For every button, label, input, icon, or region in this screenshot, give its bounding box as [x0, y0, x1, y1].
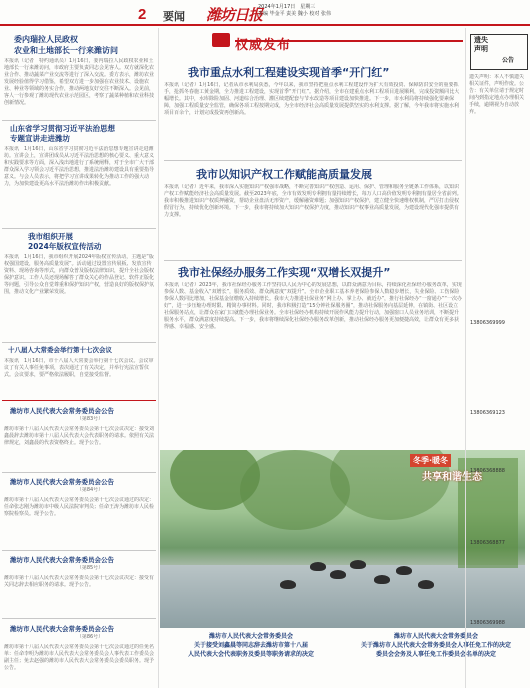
headline-venezuela: 委内瑞拉人民政权 农业和土地部长一行来潍访问	[14, 35, 118, 55]
notice-number: （第85号）	[76, 565, 104, 571]
phone-number: 13806369123	[470, 410, 505, 416]
phone-number: 13806369988	[470, 620, 505, 626]
notice-title: 潍坊市人民代表大会常务委员会公告	[10, 407, 114, 415]
phone-number: 13806368888	[470, 468, 505, 474]
article-body: 本报讯（记者）近年来，我市深入实施知识产权强市战略，不断完善知识产权创造、运用、保护、管理和服务全链条工作体系，以知识产权工作赋能经济社会高质量发展。截至2023年底，全市有效发明专利拥有量持续增长，每万人口高价值发明专利拥有量居全省前列。我市积极推进知识产权质押融资，帮助企业盘活无形资产，缓解融资难题；加强知识产权保护，建立健全快速维权机制，严厉打击侵权假冒行为，持续优化创新环境。下一步，我市将持续加大知识产权保护力度，推动知识产权事业高质量发展，为建设现代化强市提供有力支撑。	[164, 184, 462, 218]
section-banner	[163, 34, 463, 60]
article-body: 本报讯 1月16日，我市组织开展2024年版权宣传活动，主题是“版权强国建设，服务高质量发展”。活动通过设置宣传展板、发放宣传资料、现场咨询等形式，向群众普及版权法律知识，提升全社会版权保护意识。工作人员还现场解答了群众关心的作品登记、软件正版化等问题，引导公众自觉尊重和保护知识产权，营造良好的版权保护氛围，推动文化产业繁荣发展。	[4, 254, 154, 295]
headline-congress: 十八届人大常委会举行第十七次会议	[8, 346, 112, 354]
masthead-meta	[258, 4, 331, 18]
notice-title: 潍坊市人民代表大会常务委员会公告	[10, 478, 114, 486]
photo-tag-secondary: 共享和谐生态	[422, 472, 482, 483]
decision-title-right: 潍坊市人民代表大会常务委员会 关于潍坊市人民代表大会常务委员会人事任免工作的决定 委员会会务及人事任免工作委员会名单的决定	[360, 633, 511, 658]
banner-flag-icon	[212, 33, 230, 47]
notice-body: 潍坊市第十八届人民代表大会常务委员会第十七次会议决定：接受有关同志辞去相应职务的请求。现予公告。	[4, 575, 154, 588]
classified-body: 遗失声明：本人不慎遗失相关证件，声明作废。公告：有关单位请于规定时间内到指定地点办理相关手续，逾期视为自动放弃。	[469, 74, 525, 115]
notice-body: 潍坊市第十八届人民代表大会常务委员会第十七次会议通过的决定：任命张志刚为潍坊市中级人民法院审判员；任命王涛为潍坊市人民检察院检察员。现予公告。	[4, 497, 154, 517]
editors-line: 责编 毕金平 责美 魏小 校对 张伟	[258, 11, 331, 17]
notice-number: （第84号）	[76, 487, 104, 493]
photo-tag: 冬季·暖冬	[410, 454, 451, 467]
article-body: 本报讯（记者）1月16日，记者从市水利局获悉，今年以来，我市坚持把重点水利工程建设作为扩大有效投资、保障防洪安全的重要抓手，抢抓冬春施工黄金期，全力推进工程建设，实现首季“开门红”。据介绍，全市在建重点水利工程项目进展顺利，完成投资额同比大幅增长。其中，水库除险加固、河道综合治理、灌区续建配套与节水改造等项目建设加快推进。下一步，市水利局将持续强化要素保障，加强工程质量安全监管，确保各项工程按期完成，为全市经济社会高质量发展提供坚实的水利支撑。据了解，今年我市将实施水利项目百余个，计划完成投资再创新高。	[164, 82, 460, 116]
phone-number: 13806369999	[470, 320, 505, 326]
article-body: 本报讯 1月16日，山东省学习贯彻习近平法治思想专题宣讲走进潍坊。宣讲会上，宣讲团成员从习近平法治思想的核心要义、重大意义和实践要求等方面，深入浅出地进行了系统阐释，对于全市广大干部群众深入学习领会习近平法治思想，推进法治潍坊建设具有重要指导意义。与会人员表示，将把学习宣讲成果转化为推动工作的强大动力，为加快建设更高水平法治潍坊作出积极贡献。	[4, 146, 154, 187]
notice-title: 潍坊市人民代表大会常务委员会公告	[10, 556, 114, 564]
left-column	[0, 28, 158, 688]
article-body: 本报讯 1月16日，市十八届人大常委会举行第十七次会议。会议审议了有关人事任免事项，表决通过了有关决定，并举行宪法宣誓仪式。会议要求，要严格依法履职，自觉接受监督。	[4, 358, 154, 378]
headline-copyright: 我市组织开展 2024年版权宣传活动	[28, 232, 102, 251]
headline-social: 我市社保经办服务工作实现“双增长双提升”	[178, 266, 391, 279]
banner-title: 权威发布	[235, 38, 292, 53]
page-number: 2	[138, 6, 147, 23]
notice-number: （第83号）	[76, 416, 104, 422]
decision-title-left: 潍坊市人民代表大会常务委员会 关于接受刘鑫晨等同志辞去潍坊市第十八届 人民代表大会代表职务及委员等职务请求的决定	[187, 633, 314, 658]
notice-body: 潍坊市第十八届人民代表大会常务委员会第十七次会议通过的任免名单：任命李明为潍坊市人民代表大会常务委员会人事代表工作委员会副主任；免去赵强的潍坊市人民代表大会常务委员会委员职务。现予公告。	[4, 644, 154, 671]
newspaper-logo: 潍坊日报	[206, 6, 263, 24]
section-name: 要闻	[163, 10, 185, 23]
classified-subtitle: 公告	[502, 57, 515, 64]
notice-title: 潍坊市人民代表大会常务委员会公告	[10, 625, 114, 633]
date-line: 2024年1月17日 星期三	[258, 4, 316, 10]
headline-ip: 我市以知识产权工作赋能高质量发展	[196, 168, 372, 181]
article-body: 本报讯（记者 特约通讯员）1月16日，委内瑞拉人民政权农业和土地部长一行来潍访问，市政府主要负责同志会见客人。双方就深化农业合作、推动蔬菜产业交流等进行了深入交流。委方表示，潍坊农业发展经验值得学习借鉴，希望双方进一步加强在农业技术、设施农业、种业等领域的务实合作，推动两地友好交往不断深入。会见前，客人一行参观了潍坊现代农业示范园区，考察了蔬菜种植和农业科技创新情况。	[4, 58, 154, 106]
phone-number: 13806368877	[470, 540, 505, 546]
notice-body: 潍坊市第十八届人民代表大会常务委员会第十七次会议决定：接受刘鑫晨辞去潍坊市第十八届人民代表大会代表职务的请求。依照有关法律规定，刘鑫晨的代表资格终止。现予公告。	[4, 426, 154, 446]
article-body: 本报讯（记者）2023年，我市社保经办服务工作坚持以人民为中心的发展思想，以群众满意为目标，持续深化社保经办服务改革，实现参保人数、基金收入“双增长”，服务质效、群众满意度“双提升”。全市企业职工基本养老保险参保人数稳步增长，失业保险、工伤保险参保人数同比增加，社保基金征缴收入持续增长。我市大力推进社保业务“网上办、掌上办、就近办”，推行社保经办“一窗通办”“一次办好”，进一步压缩办理时限、精简办事材料。同时，我市积极打造“15分钟社保服务圈”，推动社保服务向基层延伸，在镇街、社区设立社保服务站点，让群众在家门口就能办理社保业务。全市社保经办机构持续开展作风能力提升行动，加强窗口人员业务培训，不断提升服务水平，群众满意度持续提高。下一步，我市将继续深化社保经办服务改革创新，推动社保经办服务更加便捷高效，让群众有更多获得感、幸福感、安全感。	[164, 282, 462, 330]
headline-water: 我市重点水利工程建设实现首季“开门红”	[188, 66, 390, 79]
headline-law: 山东省学习贯彻习近平法治思想 专题宣讲走进潍坊	[10, 124, 115, 143]
masthead	[0, 0, 530, 26]
notice-number: （第86号）	[76, 634, 104, 640]
classified-title: 遗失 声明	[474, 36, 488, 53]
